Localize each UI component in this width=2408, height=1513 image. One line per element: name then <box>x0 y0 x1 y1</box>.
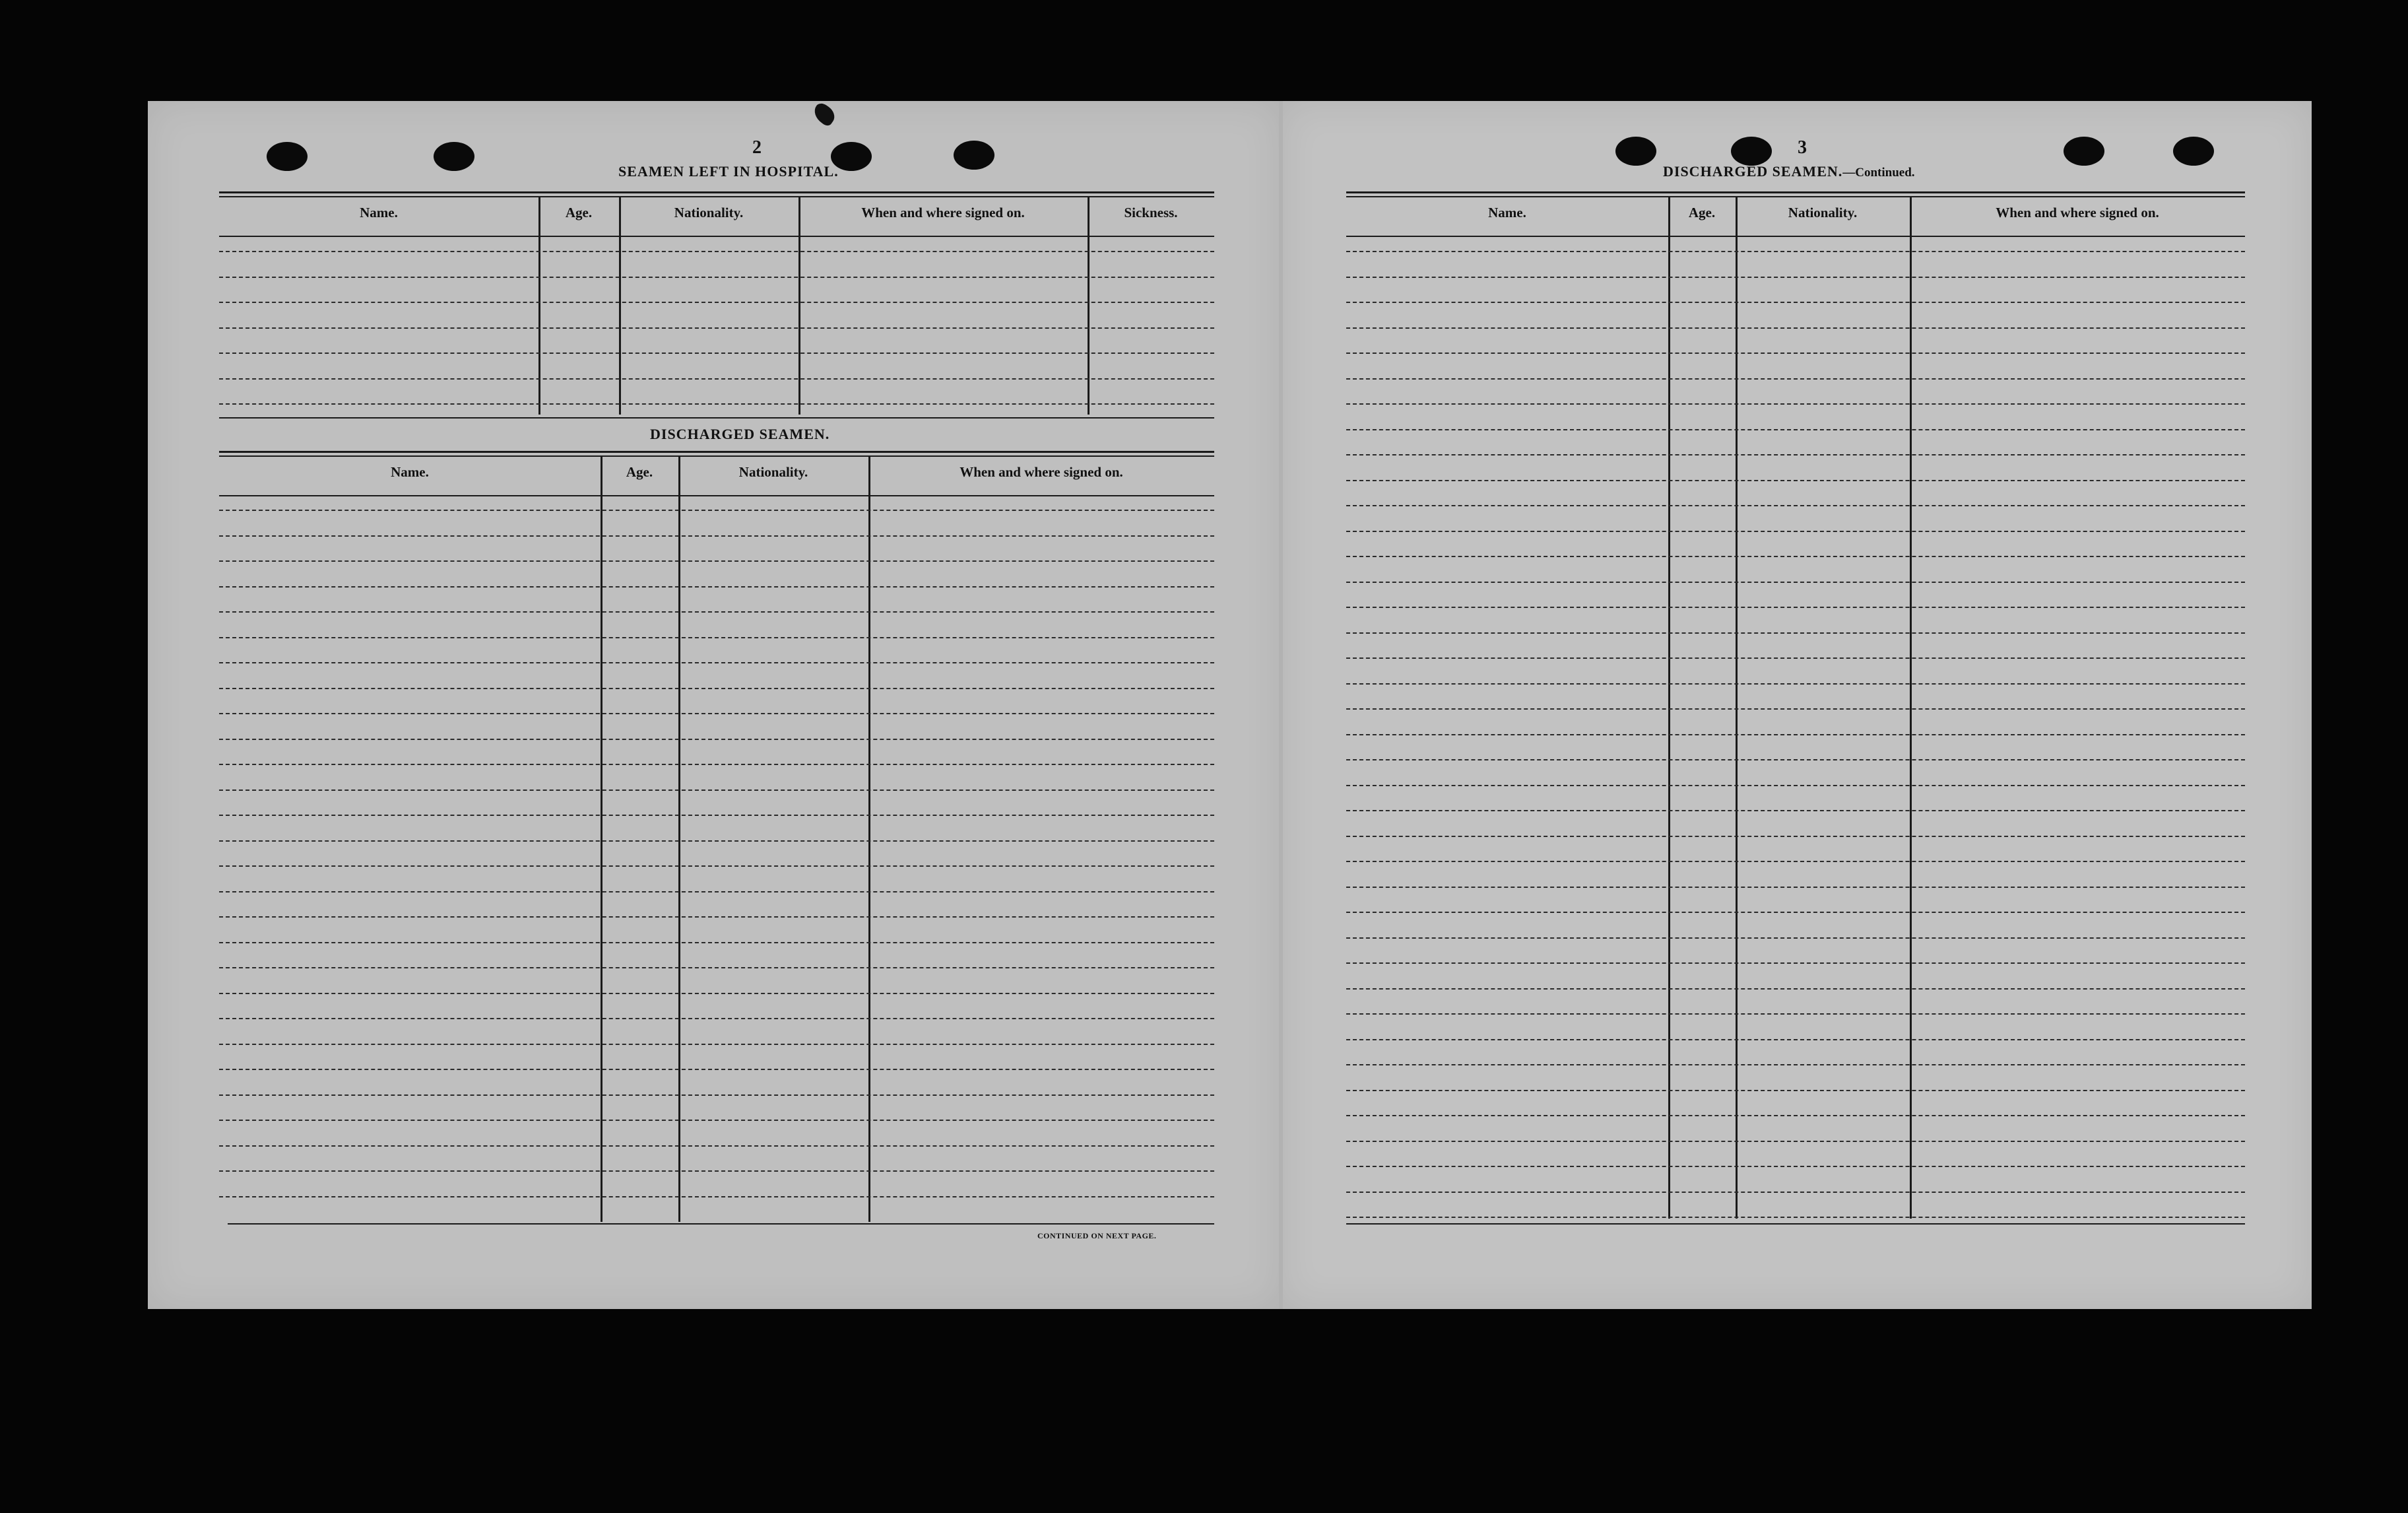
punch-hole <box>2064 137 2104 166</box>
ruled-row-line <box>219 662 1214 663</box>
ruled-row-line <box>219 1170 1214 1172</box>
ruled-row-line <box>1346 810 2245 811</box>
ruled-row-line <box>1346 962 2245 964</box>
column-header-signed-on: When and where signed on. <box>861 205 1025 220</box>
ruled-row-line <box>219 1196 1214 1197</box>
ruled-row-line <box>219 353 1214 354</box>
table-bottom-rule <box>219 417 1214 419</box>
ruled-row-line <box>219 993 1214 994</box>
ruled-row-line <box>219 302 1214 303</box>
section-title-text: DISCHARGED SEAMEN. <box>1663 163 1843 180</box>
ruled-row-line <box>219 611 1214 613</box>
table-top-rule <box>1346 196 2245 197</box>
ruled-row-line <box>1346 1013 2245 1015</box>
ruled-row-line <box>219 1120 1214 1121</box>
ruled-row-line <box>1346 912 2245 913</box>
ruled-row-line <box>1346 836 2245 837</box>
table-top-rule <box>219 196 1214 197</box>
ruled-row-line <box>1346 277 2245 278</box>
ruled-row-line <box>1346 1115 2245 1116</box>
ruled-row-line <box>219 790 1214 791</box>
page-number: 3 <box>1798 137 1807 158</box>
column-divider <box>538 197 540 415</box>
ruled-row-line <box>1346 505 2245 506</box>
ruled-row-line <box>1346 759 2245 760</box>
page-fold <box>1279 101 1283 1309</box>
continued-note: CONTINUED ON NEXT PAGE. <box>1037 1231 1157 1240</box>
ruled-row-line <box>1346 683 2245 685</box>
ruled-row-line <box>1346 251 2245 252</box>
ruled-row-line <box>219 1094 1214 1096</box>
column-divider <box>601 456 602 1222</box>
ruled-row-line <box>1346 785 2245 786</box>
section-title-discharged: DISCHARGED SEAMEN. <box>650 426 830 442</box>
section-title-discharged-continued <box>1663 163 1915 180</box>
ruled-row-line <box>1346 632 2245 634</box>
page-number: 2 <box>752 137 762 158</box>
column-divider <box>798 197 800 415</box>
column-header-nationality: Nationality. <box>738 464 808 480</box>
ruled-row-line <box>1346 1064 2245 1065</box>
ruled-row-line <box>1346 708 2245 710</box>
ruled-row-line <box>219 1044 1214 1045</box>
table-bottom-rule <box>228 1223 1214 1225</box>
ruled-row-line <box>1346 937 2245 939</box>
column-header-name: Name. <box>1488 205 1526 220</box>
ruled-row-line <box>219 764 1214 765</box>
ruled-row-line <box>1346 607 2245 608</box>
ruled-row-line <box>219 277 1214 278</box>
column-header-name: Name. <box>360 205 398 220</box>
section-title-hospital: SEAMEN LEFT IN HOSPITAL. <box>618 163 839 180</box>
ruled-row-line <box>1346 861 2245 862</box>
ruled-row-line <box>1346 1192 2245 1193</box>
column-divider <box>619 197 621 415</box>
ruled-row-line <box>219 378 1214 380</box>
ruled-row-line <box>219 637 1214 638</box>
punch-hole <box>434 142 474 171</box>
column-header-signed-on: When and where signed on. <box>1996 205 2159 220</box>
ruled-row-line <box>219 688 1214 689</box>
ruled-row-line <box>1346 378 2245 380</box>
ruled-row-line <box>219 535 1214 537</box>
ruled-row-line <box>1346 887 2245 888</box>
header-underline <box>1346 236 2245 237</box>
ruled-row-line <box>219 1018 1214 1019</box>
column-divider <box>1088 197 1090 415</box>
ruled-row-line <box>1346 327 2245 329</box>
ruled-row-line <box>219 891 1214 892</box>
column-header-nationality: Nationality. <box>674 205 744 220</box>
punch-hole <box>1615 137 1656 166</box>
header-underline <box>219 236 1214 237</box>
ruled-row-line <box>1346 531 2245 532</box>
column-header-age: Age. <box>1688 205 1716 220</box>
ruled-row-line <box>1346 403 2245 405</box>
punch-hole <box>267 142 308 171</box>
ruled-row-line <box>219 327 1214 329</box>
ruled-row-line <box>1346 1039 2245 1040</box>
ruled-row-line <box>219 713 1214 714</box>
ruled-row-line <box>1346 429 2245 430</box>
right-page <box>1280 101 2312 1309</box>
section-title-suffix: —Continued. <box>1842 166 1915 180</box>
ruled-row-line <box>1346 556 2245 557</box>
table-top-rule <box>219 455 1214 457</box>
ruled-row-line <box>1346 353 2245 354</box>
column-header-sickness: Sickness. <box>1124 205 1178 220</box>
column-header-age: Age. <box>565 205 593 220</box>
ruled-row-line <box>219 586 1214 588</box>
ruled-row-line <box>1346 734 2245 735</box>
column-divider <box>868 456 870 1222</box>
ruled-row-line <box>1346 988 2245 990</box>
header-underline <box>219 495 1214 496</box>
ruled-row-line <box>219 560 1214 562</box>
ruled-row-line <box>1346 454 2245 455</box>
ruled-row-line <box>219 1069 1214 1070</box>
ruled-row-line <box>1346 1217 2245 1218</box>
column-divider <box>678 456 680 1222</box>
ruled-row-line <box>1346 480 2245 481</box>
ruled-row-line <box>1346 582 2245 583</box>
ruled-row-line <box>1346 1166 2245 1167</box>
table-top-rule <box>219 191 1214 193</box>
ruled-row-line <box>219 403 1214 405</box>
punch-hole <box>2173 137 2214 166</box>
ruled-row-line <box>1346 302 2245 303</box>
ruled-row-line <box>219 510 1214 511</box>
table-bottom-rule <box>1346 1223 2245 1225</box>
ruled-row-line <box>219 739 1214 740</box>
ruled-row-line <box>1346 657 2245 659</box>
column-header-name: Name. <box>391 464 429 480</box>
ruled-row-line <box>219 916 1214 918</box>
ruled-row-line <box>219 967 1214 968</box>
table-top-rule <box>1346 191 2245 193</box>
ruled-row-line <box>219 942 1214 943</box>
column-header-signed-on: When and where signed on. <box>960 464 1123 480</box>
table-top-rule <box>219 451 1214 453</box>
punch-hole <box>1731 137 1772 166</box>
column-header-age: Age. <box>626 464 653 480</box>
left-page <box>148 101 1280 1309</box>
ruled-row-line <box>219 865 1214 867</box>
column-header-nationality: Nationality. <box>1788 205 1858 220</box>
punch-hole <box>954 141 994 170</box>
ruled-row-line <box>219 840 1214 842</box>
ruled-row-line <box>219 1145 1214 1147</box>
ruled-row-line <box>1346 1141 2245 1142</box>
ruled-row-line <box>219 251 1214 252</box>
ruled-row-line <box>1346 1090 2245 1091</box>
ruled-row-line <box>219 815 1214 816</box>
